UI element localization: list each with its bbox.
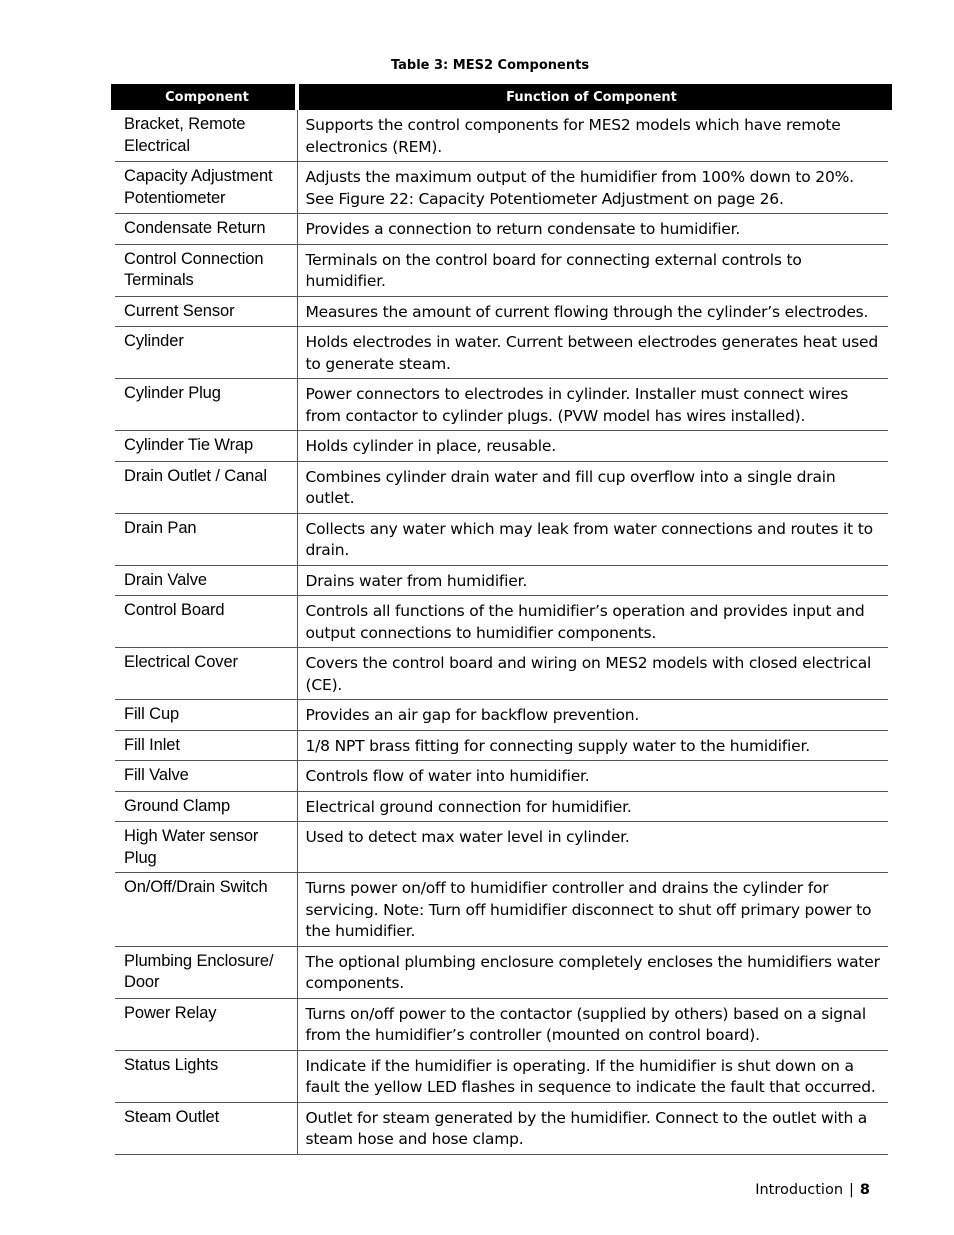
table-row [115, 214, 888, 245]
component-function-cell: Holds electrodes in water. Current between electrodes generates heat used to generate steam. [297, 327, 888, 379]
table-row [115, 461, 888, 513]
table-row [115, 1050, 888, 1102]
component-name-cell: Power Relay [115, 998, 297, 1050]
table-row [115, 110, 888, 162]
component-function-cell: Turns on/off power to the contactor (supplied by others) based on a signal from the humidifier’s controller (mounted on control board). [297, 998, 888, 1050]
table-row [115, 791, 888, 822]
component-name-cell: Capacity Adjustment Potentiometer [115, 162, 297, 214]
component-name-cell: Control Connection Terminals [115, 244, 297, 296]
table-row [115, 379, 888, 431]
component-function-cell: Drains water from humidifier. [297, 565, 888, 596]
component-function-cell: Combines cylinder drain water and fill cup overflow into a single drain outlet. [297, 461, 888, 513]
component-name-cell: Fill Inlet [115, 730, 297, 761]
component-function-cell: Outlet for steam generated by the humidifier. Connect to the outlet with a steam hose and hose clamp. [297, 1102, 888, 1154]
component-name-cell: Steam Outlet [115, 1102, 297, 1154]
table-row [115, 431, 888, 462]
component-function-cell: Provides an air gap for backflow prevention. [297, 700, 888, 731]
table-row [115, 822, 888, 873]
component-function-cell: Collects any water which may leak from water connections and routes it to drain. [297, 513, 888, 565]
table-row [115, 946, 888, 998]
footer-section-title: Introduction [755, 1182, 844, 1198]
component-name-cell: Bracket, Remote Electrical [115, 110, 297, 162]
component-function-cell: 1/8 NPT brass fitting for connecting supply water to the humidifier. [297, 730, 888, 761]
table-row [115, 162, 888, 214]
column-header-component: Component [115, 84, 297, 110]
page-footer [755, 1182, 870, 1198]
table-row [115, 648, 888, 700]
component-function-cell: The optional plumbing enclosure completely encloses the humidifiers water components. [297, 946, 888, 998]
component-name-cell: Cylinder Tie Wrap [115, 431, 297, 462]
component-name-cell: Status Lights [115, 1050, 297, 1102]
table-row [115, 244, 888, 296]
table-row [115, 761, 888, 792]
component-function-cell: Indicate if the humidifier is operating. If the humidifier is shut down on a fault the yellow LED flashes in sequence to indicate the fault that occurred. [297, 1050, 888, 1102]
component-name-cell: Electrical Cover [115, 648, 297, 700]
table-row [115, 998, 888, 1050]
component-name-cell: Drain Pan [115, 513, 297, 565]
component-name-cell: Fill Cup [115, 700, 297, 731]
component-name-cell: Drain Outlet / Canal [115, 461, 297, 513]
component-name-cell: Cylinder Plug [115, 379, 297, 431]
component-name-cell: Fill Valve [115, 761, 297, 792]
component-name-cell: Ground Clamp [115, 791, 297, 822]
component-function-cell: Provides a connection to return condensate to humidifier. [297, 214, 888, 245]
component-function-cell: Controls flow of water into humidifier. [297, 761, 888, 792]
component-name-cell: On/Off/Drain Switch [115, 873, 297, 947]
component-function-cell: Holds cylinder in place, reusable. [297, 431, 888, 462]
table-row [115, 596, 888, 648]
component-name-cell: High Water sensor Plug [115, 822, 297, 873]
component-function-cell: Terminals on the control board for connecting external controls to humidifier. [297, 244, 888, 296]
component-function-cell: Controls all functions of the humidifier’s operation and provides input and output connections to humidifier components. [297, 596, 888, 648]
component-name-cell: Control Board [115, 596, 297, 648]
component-name-cell: Cylinder [115, 327, 297, 379]
component-name-cell: Drain Valve [115, 565, 297, 596]
component-function-cell: Power connectors to electrodes in cylinder. Installer must connect wires from contactor to cylinder plugs. (PVW model has wires installed). [297, 379, 888, 431]
component-function-cell: Used to detect max water level in cylinder. [297, 822, 888, 873]
table-row [115, 700, 888, 731]
component-name-cell: Condensate Return [115, 214, 297, 245]
table-caption: Table 3: MES2 Components [390, 58, 590, 73]
component-name-cell: Current Sensor [115, 296, 297, 327]
table-row [115, 1102, 888, 1154]
component-name-cell: Plumbing Enclosure/ Door [115, 946, 297, 998]
table-header-row [115, 84, 888, 110]
table-row [115, 873, 888, 947]
table-row [115, 730, 888, 761]
table-row [115, 565, 888, 596]
component-function-cell: Adjusts the maximum output of the humidifier from 100% down to 20%. See Figure 22: Capacity Potentiometer Adjustment on page 26. [297, 162, 888, 214]
page-number: 8 [859, 1182, 870, 1198]
component-function-cell: Covers the control board and wiring on MES2 models with closed electrical (CE). [297, 648, 888, 700]
component-function-cell: Supports the control components for MES2 models which have remote electronics (REM). [297, 110, 888, 162]
column-header-function: Function of Component [297, 84, 888, 110]
component-function-cell: Electrical ground connection for humidifier. [297, 791, 888, 822]
component-function-cell: Turns power on/off to humidifier controller and drains the cylinder for servicing. Note: Turn off humidifier disconnect to shut off primary power to the humidifier. [297, 873, 888, 947]
table-row [115, 513, 888, 565]
components-table [111, 84, 892, 1155]
table-row [115, 327, 888, 379]
component-function-cell: Measures the amount of current flowing through the cylinder’s electrodes. [297, 296, 888, 327]
table-row [115, 296, 888, 327]
footer-separator: | [849, 1182, 854, 1198]
